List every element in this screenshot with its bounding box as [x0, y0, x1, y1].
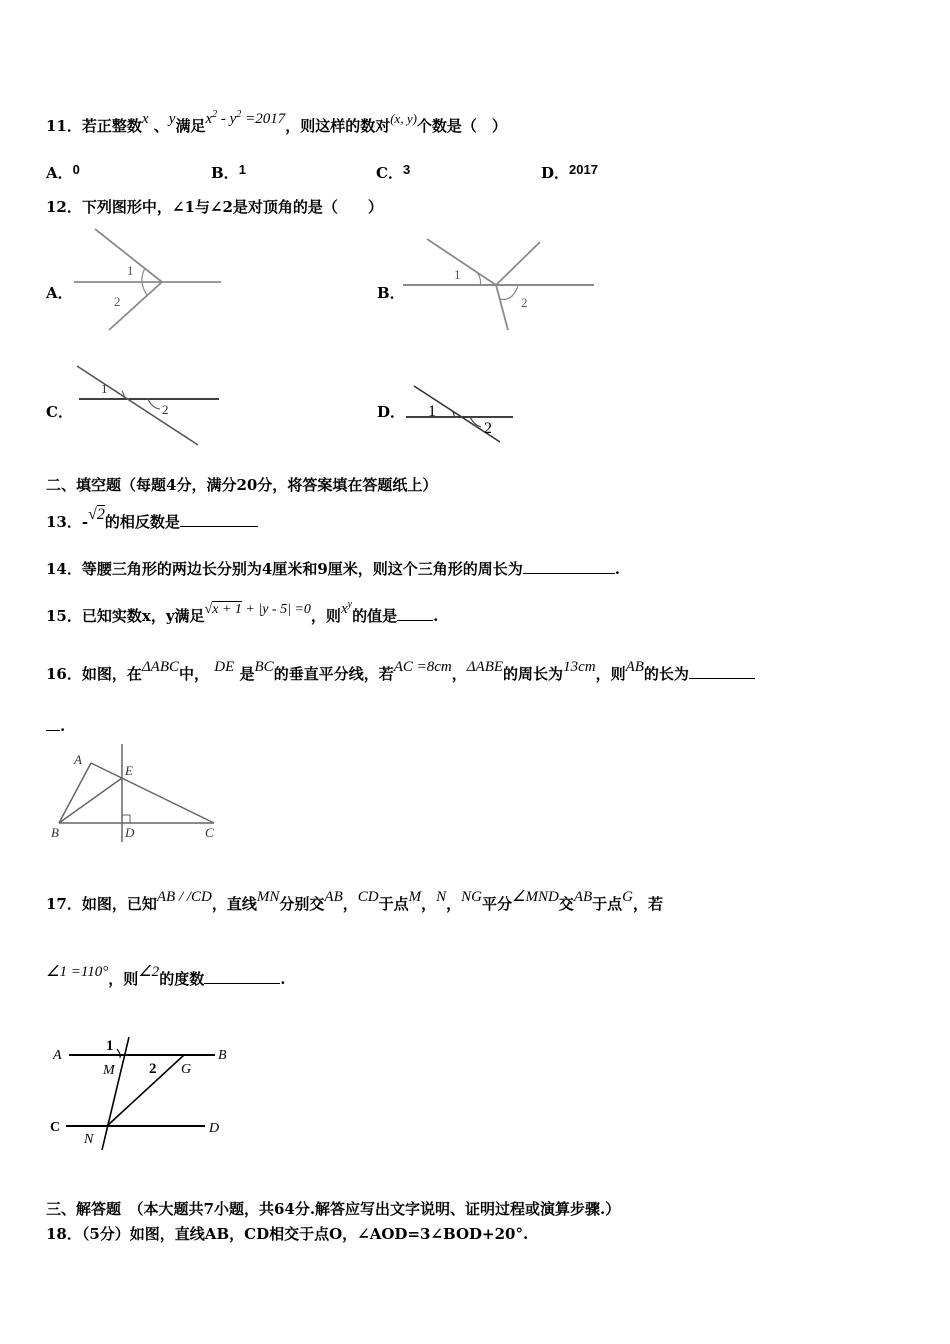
q11-option-c: C．3: [376, 162, 411, 182]
svg-text:2: 2: [114, 294, 121, 309]
q12-option-b-label: B．: [377, 284, 405, 302]
svg-text:M: M: [103, 1063, 115, 1078]
svg-text:1: 1: [127, 263, 134, 278]
q12-option-a-label: A．: [46, 284, 73, 302]
q11-stem: 11．若正整数x 、y满足$x^2 - y^2 =2017$，则这样的数对(x, y)个数是（ ）: [46, 109, 507, 135]
q16-continuation: .: [46, 716, 65, 735]
svg-text:D: D: [125, 825, 135, 840]
q18: 18．（5分）如图，直线AB，CD相交于点O，∠AOD=3∠BOD+20°.: [46, 1225, 529, 1243]
q17: 17．如图，已知AB / /CD，直线MN分别交AB，CD于点M，N，NG平分∠MND交AB于点G，若: [46, 889, 664, 913]
svg-text:C: C: [50, 1120, 61, 1135]
q17-continuation: ∠1 =110°，则∠2的度数 .: [46, 964, 286, 988]
svg-text:1: 1: [454, 267, 461, 282]
svg-text:1: 1: [101, 381, 108, 396]
q11-option-a: A．0: [46, 162, 80, 182]
q12-stem: 12．下列图形中，∠1与∠2是对顶角的是（ ）: [46, 198, 383, 216]
q12-option-d-label: D．: [377, 403, 406, 421]
svg-text:1: 1: [428, 403, 436, 420]
svg-text:2: 2: [521, 295, 528, 310]
q16: 16．如图，在ΔABC中， DE 是BC的垂直平分线，若AC =8cm，ΔABE的周长为13cm，则AB的长为: [46, 663, 755, 684]
svg-text:C: C: [205, 825, 214, 840]
q12-option-c-label: C．: [46, 403, 73, 421]
q11-option-d: D．2017: [541, 162, 598, 182]
svg-text:2: 2: [162, 402, 169, 417]
svg-text:G: G: [181, 1062, 192, 1077]
section2-heading: 二、填空题（每题4分，满分20分，将答案填在答题纸上）: [46, 476, 438, 494]
q14: 14．等腰三角形的两边长分别为4厘米和9厘米，则这个三角形的周长为 .: [46, 560, 620, 578]
svg-text:1: 1: [106, 1038, 114, 1054]
q11-option-b: B．1: [211, 162, 246, 182]
svg-text:N: N: [84, 1132, 94, 1147]
svg-text:E: E: [125, 763, 133, 778]
svg-text:A: A: [53, 1048, 62, 1063]
svg-text:2: 2: [484, 420, 492, 437]
svg-text:A: A: [74, 752, 82, 767]
q13: 13．-√2的相反数是: [46, 511, 258, 532]
section3-heading: 三、解答题 （本大题共7小题，共64分.解答应写出文字说明、证明过程或演算步骤.）: [46, 1200, 621, 1218]
svg-text:2: 2: [149, 1061, 157, 1077]
svg-text:D: D: [209, 1121, 220, 1136]
svg-text:B: B: [51, 825, 59, 840]
svg-text:B: B: [218, 1048, 227, 1063]
q15: 15．已知实数x，y满足√x + 1 + |y - 5| =0，则$x^y$的值是 .: [46, 599, 439, 625]
